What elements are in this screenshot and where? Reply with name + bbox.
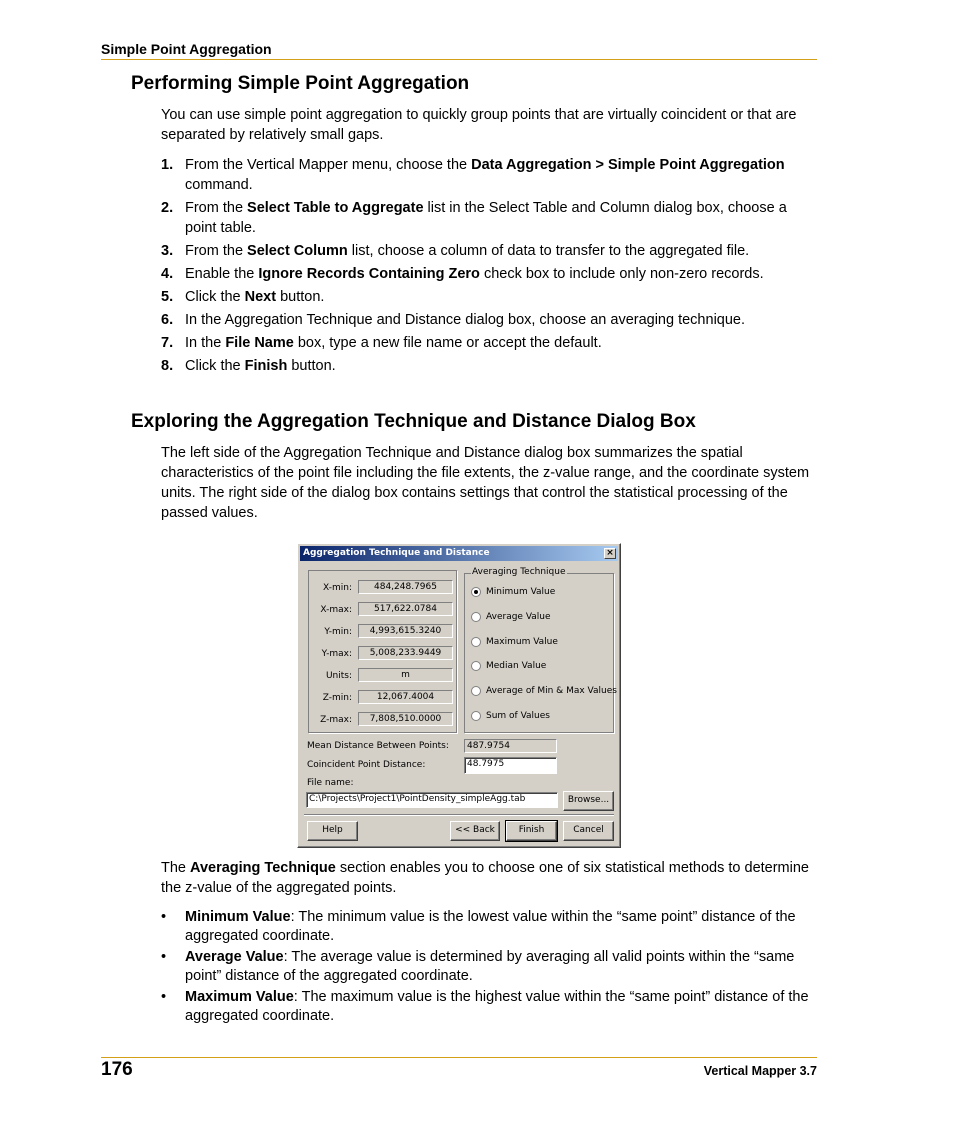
mean-distance-label: Mean Distance Between Points: — [307, 741, 449, 751]
radio-label: Maximum Value — [486, 637, 558, 647]
units-row — [309, 668, 458, 684]
ymin-label: Y-min: — [324, 627, 352, 637]
bullet-bold: Maximum Value — [185, 989, 294, 1005]
zmax-row — [309, 712, 458, 728]
step-number: 2. — [161, 200, 174, 216]
radio-icon[interactable] — [471, 686, 481, 696]
step-text: button. — [276, 289, 325, 305]
ymax-label: Y-max: — [321, 649, 352, 659]
finish-button[interactable]: Finish — [506, 821, 557, 841]
ymin-value: 4,993,615.3240 — [358, 624, 453, 638]
footer-rule — [101, 1057, 817, 1058]
step-text: button. — [287, 358, 336, 374]
step-item — [161, 241, 811, 261]
extents-group — [308, 570, 457, 733]
step-text: Click the — [185, 358, 245, 374]
step-text: command. — [185, 177, 253, 193]
step-bold: Ignore Records Containing Zero — [258, 266, 480, 282]
xmin-row — [309, 580, 458, 596]
coincident-distance-input[interactable]: 48.7975 — [464, 757, 557, 774]
step-number: 7. — [161, 335, 174, 351]
radio-icon[interactable] — [471, 612, 481, 622]
step-bold: Data Aggregation > Simple Point Aggregation — [471, 157, 785, 173]
step-text: In the Aggregation Technique and Distance dialog box, choose an averaging technique. — [185, 312, 746, 328]
dialog-separator — [304, 814, 614, 816]
dialog-titlebar — [300, 546, 618, 561]
file-name-label: File name: — [307, 778, 354, 788]
coincident-distance-label: Coincident Point Distance: — [307, 760, 426, 770]
aggregation-dialog — [297, 543, 621, 848]
step-bold: Select Column — [247, 243, 348, 259]
file-name-input[interactable]: C:\Projects\Project1\PointDensity_simpleAgg.tab — [306, 792, 558, 808]
page-number: 176 — [101, 1059, 133, 1080]
step-bold: Finish — [244, 358, 288, 374]
zmax-value: 7,808,510.0000 — [358, 712, 453, 726]
xmin-label: X-min: — [323, 583, 352, 593]
bullet-text: : The minimum value is the lowest value within the “same point” distance of the aggregated coordinate. — [185, 909, 796, 944]
averaging-technique-title: Averaging Technique — [472, 567, 566, 577]
step-item — [161, 155, 811, 195]
cancel-button[interactable]: Cancel — [563, 821, 614, 841]
step-bold: Next — [244, 289, 277, 305]
units-value: m — [358, 668, 453, 682]
step-bold: Select Table to Aggregate — [247, 200, 424, 216]
step-number: 4. — [161, 266, 174, 282]
zmin-row — [309, 690, 458, 706]
radio-label: Median Value — [486, 661, 547, 671]
bullet-item — [161, 988, 816, 1026]
radio-label: Average of Min & Max Values — [486, 686, 617, 696]
step-text: check box to include only non-zero records. — [479, 266, 764, 282]
xmax-row — [309, 602, 458, 618]
xmax-label: X-max: — [320, 605, 352, 615]
browse-button[interactable]: Browse... — [563, 791, 614, 811]
dialog-description-paragraph: The left side of the Aggregation Technique and Distance dialog box summarizes the spatial characteristics of the point file including the file extents, the z-value range, and the coordinate system units. The right side of the dialog box contains settings that control the statistical processing of the passed values. — [161, 445, 810, 521]
step-text: From the Vertical Mapper menu, choose the — [185, 157, 472, 173]
step-text: list in the Select Table and Column dialog box, choose a point table. — [185, 200, 787, 236]
para-bold: Averaging Technique — [190, 860, 336, 876]
radio-icon[interactable] — [471, 661, 481, 671]
xmin-value: 484,248.7965 — [358, 580, 453, 594]
zmin-value: 12,067.4004 — [358, 690, 453, 704]
bullet-text: : The maximum value is the highest value within the “same point” distance of the aggregated coordinate. — [185, 989, 809, 1024]
radio-label: Average Value — [486, 612, 551, 622]
step-text: list, choose a column of data to transfer to the aggregated file. — [347, 243, 750, 259]
ymax-row — [309, 646, 458, 662]
technique-bullets — [161, 908, 816, 1028]
header-rule — [101, 59, 817, 60]
step-text: box, type a new file name or accept the default. — [293, 335, 602, 351]
help-button[interactable]: Help — [307, 821, 358, 841]
radio-icon[interactable] — [471, 637, 481, 647]
step-number: 3. — [161, 243, 174, 259]
bullet-icon: • — [161, 949, 167, 965]
bullet-item — [161, 948, 816, 986]
section-heading-performing: Performing Simple Point Aggregation — [131, 73, 470, 94]
radio-icon[interactable] — [471, 587, 481, 597]
step-item — [161, 333, 811, 353]
step-text: In the — [185, 335, 226, 351]
radio-label: Sum of Values — [486, 711, 550, 721]
step-number: 1. — [161, 157, 174, 173]
step-number: 8. — [161, 358, 174, 374]
step-item — [161, 264, 811, 284]
step-item — [161, 310, 811, 330]
radio-label: Minimum Value — [486, 587, 556, 597]
bullet-icon: • — [161, 909, 167, 925]
bullet-text: : The average value is determined by averaging all valid points within the “same point” distance of the aggregated coordinate. — [185, 949, 795, 984]
zmax-label: Z-max: — [320, 715, 352, 725]
ymax-value: 5,008,233.9449 — [358, 646, 453, 660]
step-item — [161, 356, 811, 376]
step-number: 5. — [161, 289, 174, 305]
footer-title: Vertical Mapper 3.7 — [703, 1064, 817, 1078]
bullet-icon: • — [161, 989, 167, 1005]
step-number: 6. — [161, 312, 174, 328]
intro-paragraph: You can use simple point aggregation to quickly group points that are virtually coincident or that are separated by relatively small gaps. — [161, 107, 797, 143]
steps-list — [161, 155, 811, 379]
step-text: Enable the — [185, 266, 259, 282]
para-text: The — [161, 860, 191, 876]
bullet-bold: Minimum Value — [185, 909, 291, 925]
running-header: Simple Point Aggregation — [101, 41, 272, 57]
mean-distance-value: 487.9754 — [464, 739, 557, 753]
zmin-label: Z-min: — [322, 693, 352, 703]
radio-icon[interactable] — [471, 711, 481, 721]
averaging-technique-paragraph — [161, 858, 821, 898]
section-heading-exploring: Exploring the Aggregation Technique and Distance Dialog Box — [131, 411, 696, 432]
step-text: From the — [185, 200, 248, 216]
step-text: From the — [185, 243, 248, 259]
ymin-row — [309, 624, 458, 640]
dialog-title: Aggregation Technique and Distance — [303, 548, 490, 558]
step-bold: File Name — [225, 335, 294, 351]
close-icon[interactable]: × — [604, 548, 616, 559]
step-item — [161, 287, 811, 307]
step-item — [161, 198, 811, 238]
step-text: Click the — [185, 289, 245, 305]
bullet-item — [161, 908, 816, 946]
para-text: section enables you to choose one of six statistical methods to determine the z-value of the aggregated points. — [161, 860, 809, 896]
units-label: Units: — [325, 671, 352, 681]
bullet-bold: Average Value — [185, 949, 284, 965]
xmax-value: 517,622.0784 — [358, 602, 453, 616]
back-button[interactable]: << Back — [450, 821, 500, 841]
averaging-technique-group — [464, 567, 617, 733]
